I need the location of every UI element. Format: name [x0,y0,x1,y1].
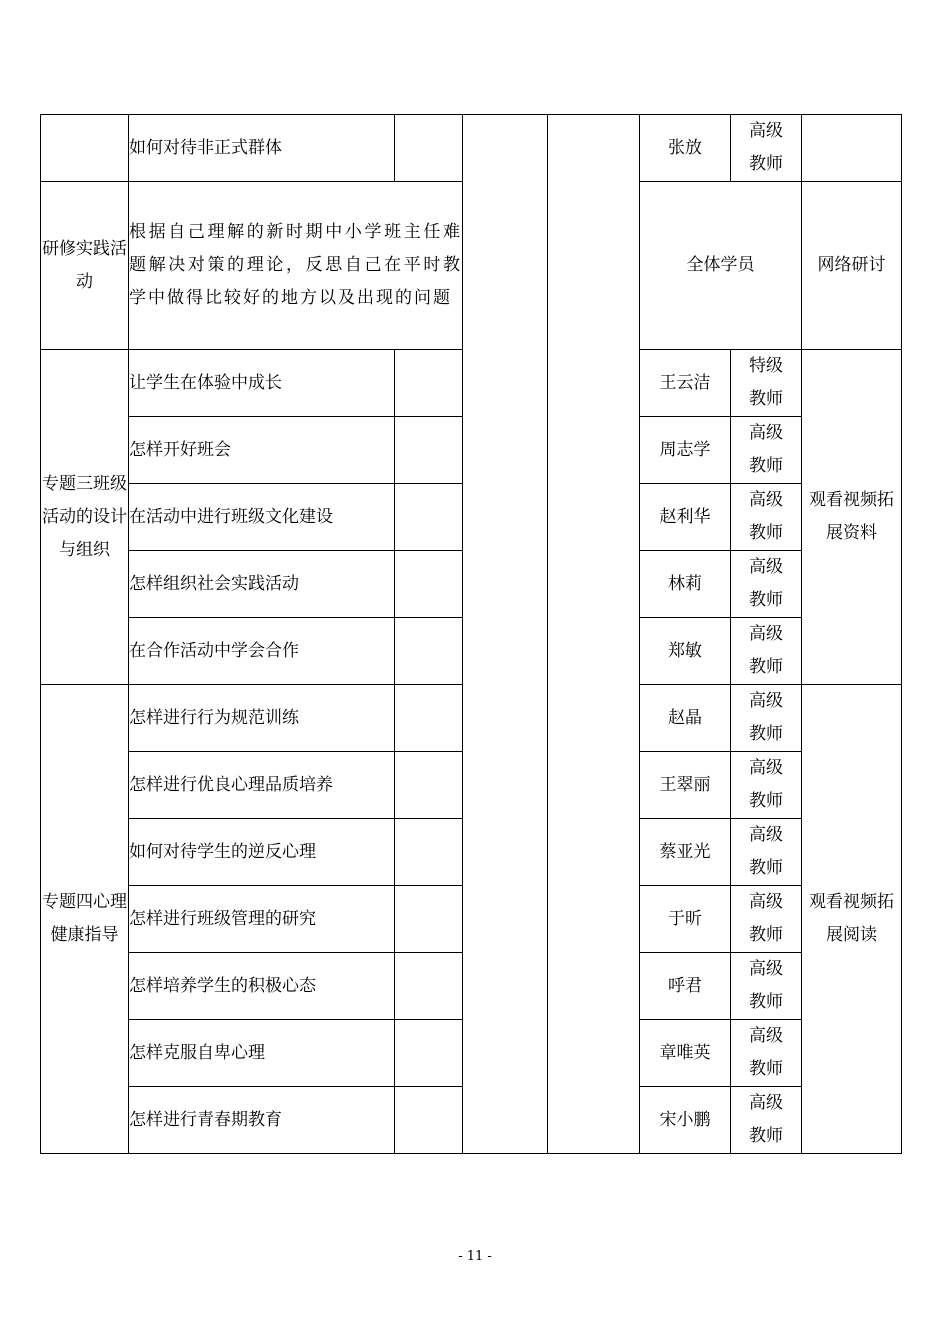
teacher-name: 郑敏 [640,618,731,685]
course-title: 怎样组织社会实践活动 [129,551,395,618]
teacher-name: 王云洁 [640,350,731,417]
empty-merged-cell [548,115,640,1154]
teacher-name: 林莉 [640,551,731,618]
teacher-rank: 高级 教师 [731,819,802,886]
empty-merged-cell [463,115,548,1154]
teacher-rank: 高级 教师 [731,484,802,551]
course-title: 如何对待学生的逆反心理 [129,819,395,886]
table-row [41,115,902,182]
method-cell: 观看视频拓展阅读 [802,685,902,1154]
method-cell: 网络研讨 [802,182,902,350]
teacher-rank: 高级 教师 [731,551,802,618]
empty-cell [395,953,463,1020]
empty-cell [395,484,463,551]
teacher-rank: 高级 教师 [731,886,802,953]
teacher-name: 于昕 [640,886,731,953]
course-title: 怎样进行优良心理品质培养 [129,752,395,819]
teacher-name: 王翠丽 [640,752,731,819]
teacher-rank: 高级 教师 [731,1020,802,1087]
teacher-rank: 高级 教师 [731,1087,802,1154]
empty-cell [395,417,463,484]
teacher-name: 章唯英 [640,1020,731,1087]
teacher-rank: 高级 教师 [731,417,802,484]
category-cell: 专题四心理健康指导 [41,685,129,1154]
empty-cell [395,618,463,685]
course-title: 怎样进行班级管理的研究 [129,886,395,953]
empty-cell [395,819,463,886]
empty-cell [395,886,463,953]
teacher-rank: 高级 教师 [731,618,802,685]
method-cell-empty [802,115,902,182]
category-cell: 专题三班级活动的设计与组织 [41,350,129,685]
course-title: 在活动中进行班级文化建设 [129,484,395,551]
teacher-name: 蔡亚光 [640,819,731,886]
teacher-rank: 高级 教师 [731,953,802,1020]
course-title: 在合作活动中学会合作 [129,618,395,685]
course-title: 怎样培养学生的积极心态 [129,953,395,1020]
page-number: - 11 - [458,1249,492,1264]
teacher-name: 呼君 [640,953,731,1020]
teacher-rank: 特级 教师 [731,350,802,417]
course-title: 让学生在体验中成长 [129,350,395,417]
teacher-rank: 高级 教师 [731,115,802,182]
course-title: 如何对待非正式群体 [129,115,395,182]
category-cell-empty [41,115,129,182]
course-title: 怎样开好班会 [129,417,395,484]
method-cell: 观看视频拓展资料 [802,350,902,685]
teacher-rank: 高级 教师 [731,685,802,752]
category-cell: 研修实践活动 [41,182,129,350]
teacher-name: 赵利华 [640,484,731,551]
teacher-name: 张放 [640,115,731,182]
practice-content: 根据自己理解的新时期中小学班主任难题解决对策的理论，反思自己在平时教学中做得比较好的地方以及出现的问题 [129,182,463,350]
teacher-name: 赵晶 [640,685,731,752]
curriculum-table [40,114,902,1154]
empty-cell [395,350,463,417]
participants-cell: 全体学员 [640,182,802,350]
course-title: 怎样进行青春期教育 [129,1087,395,1154]
empty-cell [395,685,463,752]
teacher-rank: 高级 教师 [731,752,802,819]
empty-cell [395,1020,463,1087]
empty-cell [395,752,463,819]
empty-cell [395,1087,463,1154]
empty-cell [395,115,463,182]
course-title: 怎样克服自卑心理 [129,1020,395,1087]
course-title: 怎样进行行为规范训练 [129,685,395,752]
teacher-name: 周志学 [640,417,731,484]
empty-cell [395,551,463,618]
teacher-name: 宋小鹏 [640,1087,731,1154]
